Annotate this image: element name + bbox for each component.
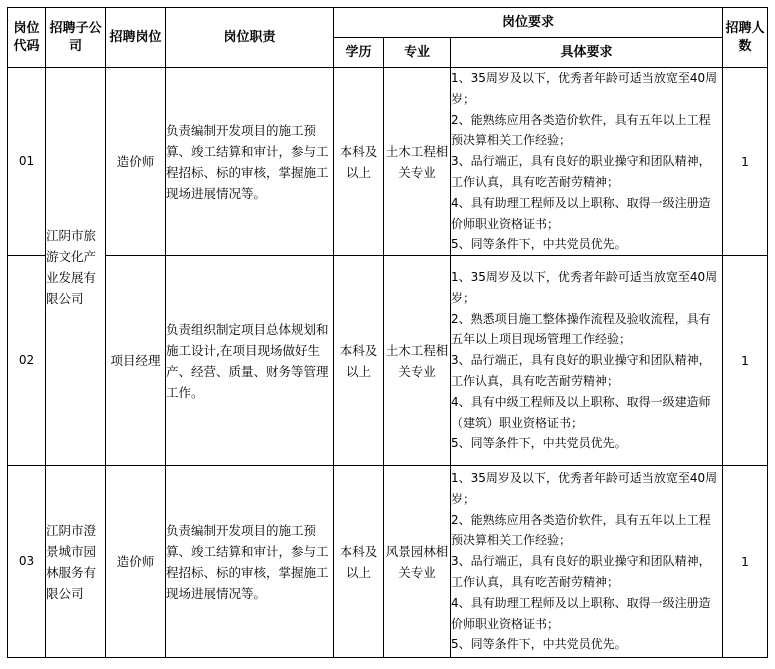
header-details: 具体要求	[451, 38, 723, 68]
requirement-item: 2、能熟练应用各类造价软件，具有五年以上工程预决算相关工作经验；	[451, 512, 711, 548]
header-education: 学历	[334, 38, 384, 68]
education-text: 本科及以上	[334, 466, 384, 658]
requirement-item: 3、品行端正，具有良好的职业操守和团队精神，工作认真，具有吃苦耐劳精神；	[451, 554, 711, 590]
major-text: 风景园林相关专业	[384, 466, 451, 658]
requirement-item: 5、同等条件下，中共党员优先。	[451, 637, 627, 652]
requirement-item: 4、具有助理工程师及以上职称、取得一级注册造价师职业资格证书；	[451, 195, 711, 231]
position-name: 造价师	[106, 68, 166, 256]
requirement-item: 5、同等条件下，中共党员优先。	[451, 436, 627, 451]
hire-count: 1	[723, 466, 768, 658]
requirement-item: 3、品行端正，具有良好的职业操守和团队精神，工作认真，具有吃苦耐劳精神；	[451, 154, 711, 189]
requirements-list	[451, 256, 723, 466]
company-name: 江阴市旅游文化产业发展有限公司	[46, 68, 106, 466]
header-row-1	[8, 8, 768, 38]
education-text: 本科及以上	[334, 256, 384, 466]
requirement-item: 4、具有助理工程师及以上职称、取得一级注册造价师职业资格证书；	[451, 595, 711, 631]
position-name: 造价师	[106, 466, 166, 658]
duty-text: 负责编制开发项目的施工预算、竣工结算和审计，参与工程招标、标的审核，掌握施工现场进展情况等。	[166, 68, 334, 256]
header-major: 专业	[384, 38, 451, 68]
duty-text: 负责编制开发项目的施工预算、竣工结算和审计，参与工程招标、标的审核，掌握施工现场进展情况等。	[166, 466, 334, 658]
duty-text: 负责组织制定项目总体规划和施工设计,在项目现场做好生产、经营、质量、财务等管理工作。	[166, 256, 334, 466]
position-code: 02	[8, 256, 46, 466]
major-text: 土木工程相关专业	[384, 68, 451, 256]
recruitment-table	[7, 7, 768, 658]
position-code: 01	[8, 68, 46, 256]
position-code: 03	[8, 466, 46, 658]
requirements-list	[451, 466, 723, 658]
header-position: 招聘岗位	[106, 8, 166, 68]
table-row	[8, 466, 768, 658]
requirement-item: 2、能熟练应用各类造价软件，具有五年以上工程预决算相关工作经验；	[451, 112, 711, 148]
hire-count: 1	[723, 256, 768, 466]
requirement-item: 1、35周岁及以下，优秀者年龄可适当放宽至40周岁；	[451, 71, 718, 106]
header-company: 招聘子公司	[46, 8, 106, 68]
position-name: 项目经理	[106, 256, 166, 466]
requirements-list	[451, 68, 723, 256]
header-code: 岗位代码	[8, 8, 46, 68]
table-row	[8, 68, 768, 256]
header-count: 招聘人数	[723, 8, 768, 68]
major-text: 土木工程相关专业	[384, 256, 451, 466]
requirement-item: 3、品行端正，具有良好的职业操守和团队精神，工作认真，具有吃苦耐劳精神；	[451, 353, 711, 389]
table-row	[8, 256, 768, 466]
requirement-item: 1、35周岁及以下，优秀者年龄可适当放宽至40周岁；	[451, 270, 718, 305]
company-name: 江阴市澄景城市园林服务有限公司	[46, 466, 106, 658]
hire-count: 1	[723, 68, 768, 256]
education-text: 本科及以上	[334, 68, 384, 256]
requirement-item: 1、35周岁及以下，优秀者年龄可适当放宽至40周岁；	[451, 471, 718, 506]
header-requirements: 岗位要求	[334, 8, 723, 38]
requirement-item: 2、熟悉项目施工整体操作流程及验收流程，具有五年以上项目现场管理工作经验；	[451, 311, 711, 347]
requirement-item: 5、同等条件下，中共党员优先。	[451, 237, 627, 252]
header-duty: 岗位职责	[166, 8, 334, 68]
requirement-item: 4、具有中级工程师及以上职称、取得一级建造师（建筑）职业资格证书；	[451, 394, 711, 430]
